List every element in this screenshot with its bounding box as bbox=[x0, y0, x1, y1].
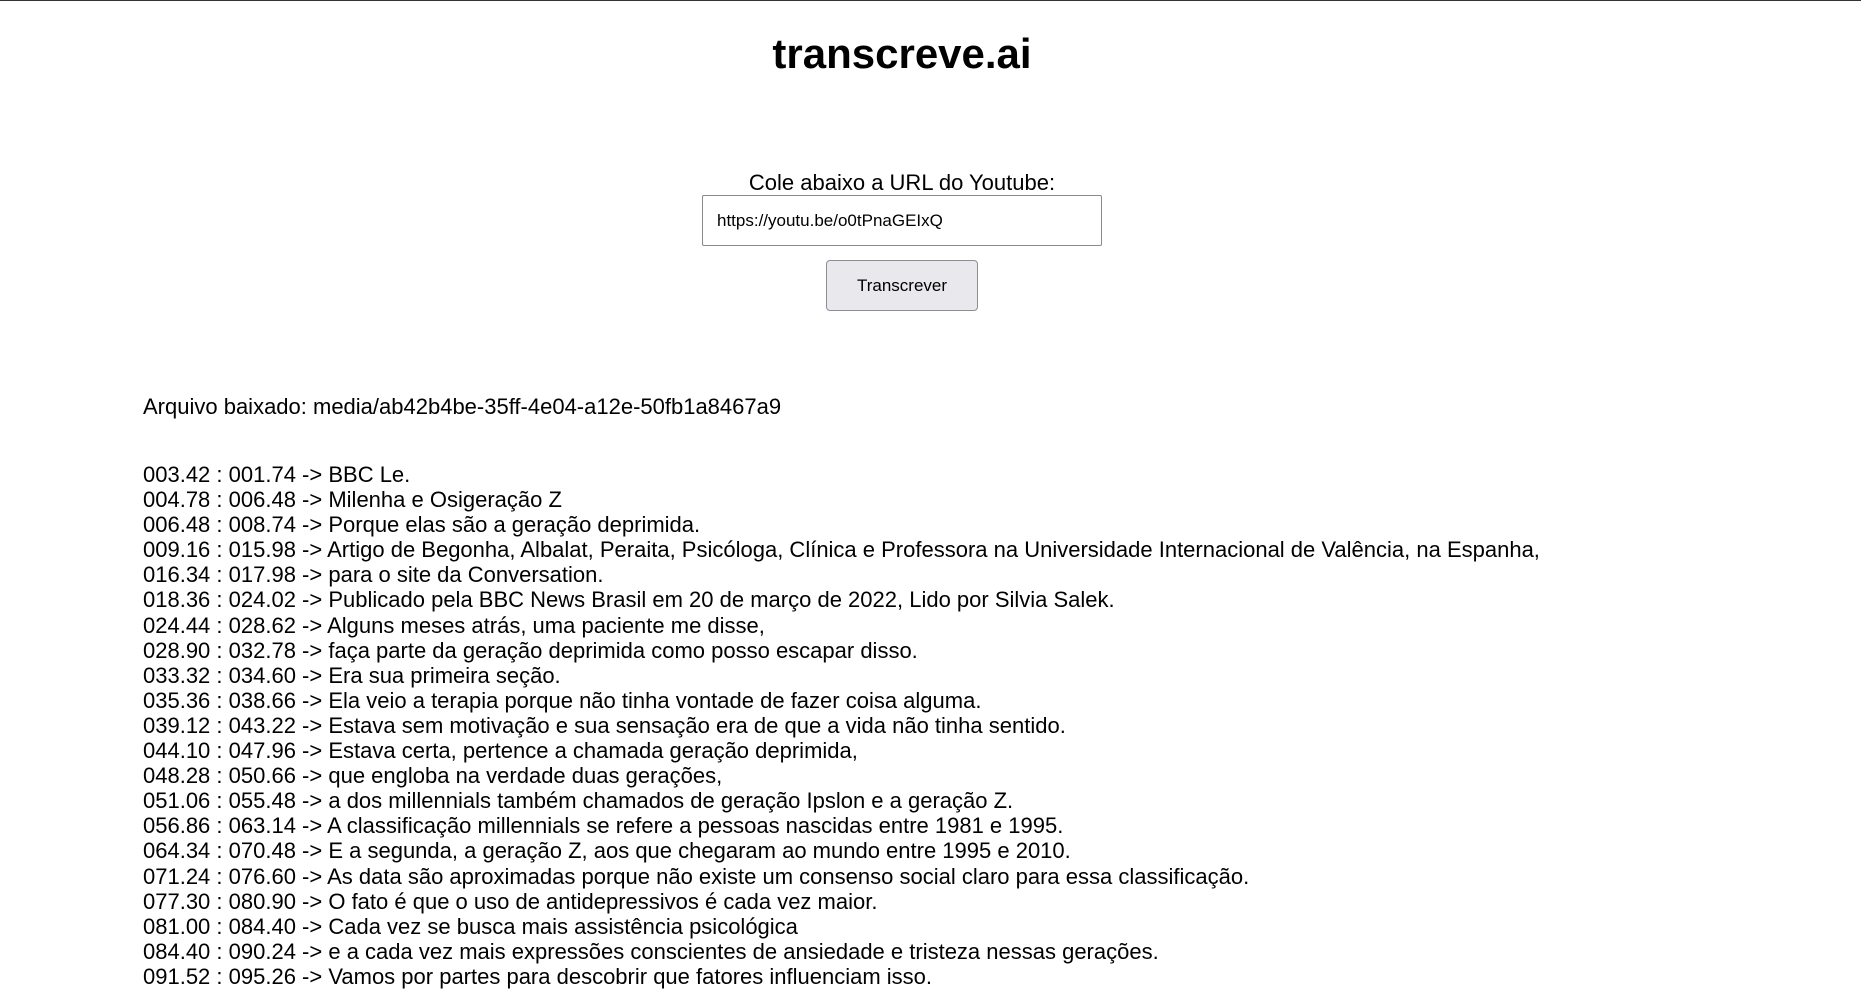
segment-text: A classificação millennials se refere a pessoas nascidas entre 1981 e 1995. bbox=[327, 813, 1064, 839]
segment-start-time: 056.86 bbox=[143, 813, 211, 839]
transcript-line: 091.52 : 095.26 -> Vamos por partes para descobrir que fatores influenciam isso. bbox=[143, 963, 933, 989]
segment-start-time: 077.30 bbox=[143, 888, 211, 914]
segment-end-time: 084.40 bbox=[228, 913, 296, 939]
segment-start-time: 044.10 bbox=[143, 738, 211, 764]
transcript-line: 077.30 : 080.90 -> O fato é que o uso de antidepressivos é cada vez maior. bbox=[143, 888, 878, 914]
segment-end-time: 028.62 bbox=[228, 612, 296, 638]
transcript-line: 039.12 : 043.22 -> Estava sem motivação e sua sensação era de que a vida não tinha sentido. bbox=[143, 712, 1066, 738]
segment-text: Vamos por partes para descobrir que fatores influenciam isso. bbox=[328, 963, 933, 989]
segment-text: e a cada vez mais expressões conscientes de ansiedade e tristeza nessas gerações. bbox=[328, 938, 1159, 964]
segment-text: Milenha e Osigeração Z bbox=[328, 487, 562, 513]
segment-start-time: 016.34 bbox=[143, 562, 211, 588]
transcript-line: 004.78 : 006.48 -> Milenha e Osigeração Z bbox=[143, 487, 562, 513]
transcript-line: 084.40 : 090.24 -> e a cada vez mais expressões conscientes de ansiedade e tristeza nessas gerações. bbox=[143, 938, 1159, 964]
transcript-line: 056.86 : 063.14 -> A classificação millennials se refere a pessoas nascidas entre 1981 e 1995. bbox=[143, 813, 1064, 839]
transcript-line: 035.36 : 038.66 -> Ela veio a terapia porque não tinha vontade de fazer coisa alguma. bbox=[143, 687, 982, 713]
segment-end-time: 017.98 bbox=[228, 562, 296, 588]
segment-text: E a segunda, a geração Z, aos que chegaram ao mundo entre 1995 e 2010. bbox=[328, 838, 1071, 864]
segment-text: BBC Le. bbox=[328, 462, 411, 487]
segment-end-time: 001.74 bbox=[228, 462, 296, 487]
transcript-line: 028.90 : 032.78 -> faça parte da geração deprimida como posso escapar disso. bbox=[143, 637, 918, 663]
transcript-line: 024.44 : 028.62 -> Alguns meses atrás, uma paciente me disse, bbox=[143, 612, 765, 638]
segment-end-time: 076.60 bbox=[228, 863, 296, 889]
segment-start-time: 064.34 bbox=[143, 838, 211, 864]
segment-end-time: 015.98 bbox=[228, 537, 296, 563]
transcript-list bbox=[143, 462, 1843, 996]
transcript-line: 064.34 : 070.48 -> E a segunda, a geração Z, aos que chegaram ao mundo entre 1995 e 2010. bbox=[143, 838, 1071, 864]
transcript-line: 003.42 : 001.74 -> BBC Le. bbox=[143, 462, 411, 487]
transcript-line: 048.28 : 050.66 -> que engloba na verdade duas gerações, bbox=[143, 763, 723, 789]
transcript-line: 006.48 : 008.74 -> Porque elas são a geração deprimida. bbox=[143, 512, 701, 538]
transcript-line: 051.06 : 055.48 -> a dos millennials também chamados de geração Ipslon e a geração Z. bbox=[143, 788, 1014, 814]
segment-start-time: 018.36 bbox=[143, 587, 211, 613]
url-input[interactable] bbox=[702, 195, 1102, 246]
segment-text: As data são aproximadas porque não existe um consenso social claro para essa classificação. bbox=[327, 863, 1250, 889]
segment-end-time: 043.22 bbox=[228, 712, 296, 738]
segment-start-time: 033.32 bbox=[143, 662, 211, 688]
download-status: Arquivo baixado: media/ab42b4be-35ff-4e04-a12e-50fb1a8467a9 bbox=[143, 394, 782, 419]
segment-text: que engloba na verdade duas gerações, bbox=[328, 763, 723, 789]
transcript-line: 071.24 : 076.60 -> As data são aproximadas porque não existe um consenso social claro para essa classificação. bbox=[143, 863, 1250, 889]
segment-end-time: 034.60 bbox=[228, 662, 296, 688]
segment-end-time: 008.74 bbox=[228, 512, 296, 538]
segment-start-time: 024.44 bbox=[143, 612, 211, 638]
segment-end-time: 055.48 bbox=[228, 788, 296, 814]
segment-text: Era sua primeira seção. bbox=[328, 662, 561, 688]
segment-text: faça parte da geração deprimida como posso escapar disso. bbox=[328, 637, 918, 663]
segment-text: O fato é que o uso de antidepressivos é cada vez maior. bbox=[328, 888, 878, 914]
segment-text: Cada vez se busca mais assistência psicológica bbox=[328, 913, 798, 939]
segment-text: Estava sem motivação e sua sensação era de que a vida não tinha sentido. bbox=[328, 712, 1066, 738]
transcribe-button[interactable]: Transcrever bbox=[826, 260, 978, 311]
segment-end-time: 070.48 bbox=[228, 838, 296, 864]
segment-start-time: 035.36 bbox=[143, 687, 211, 713]
segment-start-time: 048.28 bbox=[143, 763, 211, 789]
segment-end-time: 095.26 bbox=[228, 963, 296, 989]
segment-start-time: 091.52 bbox=[143, 963, 211, 989]
segment-end-time: 024.02 bbox=[228, 587, 296, 613]
url-label: Cole abaixo a URL do Youtube: bbox=[748, 170, 1056, 195]
url-form bbox=[0, 170, 1804, 295]
segment-start-time: 003.42 bbox=[143, 462, 211, 487]
transcript-line: 016.34 : 017.98 -> para o site da Conversation. bbox=[143, 562, 604, 588]
top-border bbox=[0, 0, 1861, 1]
transcript-line: 033.32 : 034.60 -> Era sua primeira seção. bbox=[143, 662, 561, 688]
segment-start-time: 084.40 bbox=[143, 938, 211, 964]
transcript-line: 044.10 : 047.96 -> Estava certa, pertence a chamada geração deprimida, bbox=[143, 738, 858, 764]
segment-text: Artigo de Begonha, Albalat, Peraita, Psicóloga, Clínica e Professora na Universidade Internacional de Valência, na Espanha, bbox=[327, 537, 1540, 563]
segment-end-time: 006.48 bbox=[228, 487, 296, 513]
segment-start-time: 051.06 bbox=[143, 788, 211, 814]
segment-end-time: 038.66 bbox=[228, 687, 296, 713]
segment-text: para o site da Conversation. bbox=[328, 562, 604, 588]
segment-start-time: 081.00 bbox=[143, 913, 211, 939]
segment-start-time: 039.12 bbox=[143, 712, 211, 738]
page-title: transcreve.ai bbox=[772, 30, 1032, 77]
segment-end-time: 063.14 bbox=[228, 813, 296, 839]
segment-end-time: 047.96 bbox=[228, 738, 296, 764]
segment-start-time: 006.48 bbox=[143, 512, 211, 538]
segment-end-time: 032.78 bbox=[228, 637, 296, 663]
segment-text: a dos millennials também chamados de geração Ipslon e a geração Z. bbox=[328, 788, 1014, 814]
segment-text: Ela veio a terapia porque não tinha vontade de fazer coisa alguma. bbox=[328, 687, 982, 713]
segment-end-time: 050.66 bbox=[228, 763, 296, 789]
segment-text: Estava certa, pertence a chamada geração deprimida, bbox=[328, 738, 858, 764]
segment-start-time: 004.78 bbox=[143, 487, 211, 513]
segment-text: Publicado pela BBC News Brasil em 20 de março de 2022, Lido por Silvia Salek. bbox=[328, 587, 1115, 613]
segment-text: Alguns meses atrás, uma paciente me disse, bbox=[327, 612, 765, 638]
transcript-line: 009.16 : 015.98 -> Artigo de Begonha, Albalat, Peraita, Psicóloga, Clínica e Professora na Universidade Internacional de Valência, na Espanha, bbox=[143, 537, 1540, 563]
transcript-line: 081.00 : 084.40 -> Cada vez se busca mais assistência psicológica bbox=[143, 913, 798, 939]
transcript-line: 018.36 : 024.02 -> Publicado pela BBC News Brasil em 20 de março de 2022, Lido por Silvia Salek. bbox=[143, 587, 1115, 613]
segment-end-time: 090.24 bbox=[228, 938, 296, 964]
segment-start-time: 009.16 bbox=[143, 537, 211, 563]
segment-text: Porque elas são a geração deprimida. bbox=[328, 512, 701, 538]
segment-start-time: 028.90 bbox=[143, 637, 211, 663]
segment-start-time: 071.24 bbox=[143, 863, 211, 889]
segment-end-time: 080.90 bbox=[228, 888, 296, 914]
